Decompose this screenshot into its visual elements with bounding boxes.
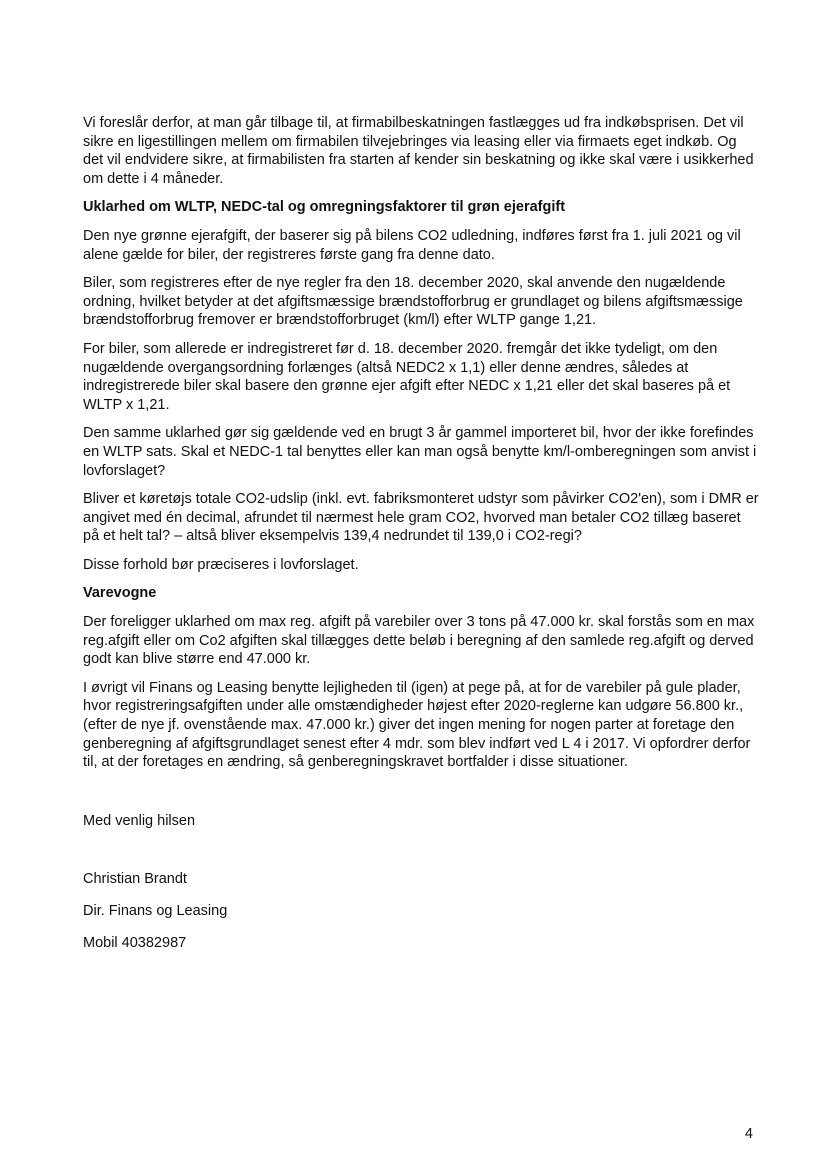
signer-phone: Mobil 40382987 [83,934,187,951]
signer-title: Dir. Finans og Leasing [83,903,228,919]
letter-body [83,114,759,965]
closing-phrase: Med venlig hilsen [83,812,196,829]
page-number: 4 [744,1126,753,1142]
signature-block [83,812,759,952]
paragraph: I øvrigt vil Finans og Leasing benytte lejligheden til (igen) at pege på, at for de varebiler på gule plader, hvor registreringsafgiften under alle omstændigheder højest efter 2020-reglerne kan udgøre 56.800 kr., (efter de nye jf. ovenstående max. 47.000 kr.) giver det ingen mening for nogen parter at foretage den genberegning af afgiftsgrundlaget senest efter 4 mdr. som blev indført ved L 4 i 2017. Vi opfordrer derfor til, at der foretages en ændring, så genberegningskravet bortfalder i disse situationer. [83,679,751,771]
paragraph: Den samme uklarhed gør sig gældende ved en brugt 3 år gammel importeret bil, hvor der ikke forefindes en WLTP sats. Skal et NEDC-1 tal benyttes eller kan man også benytte km/l-omberegningen som anvist i lovforslaget? [83,425,757,479]
paragraph: Disse forhold bør præciseres i lovforslaget. [83,556,359,573]
paragraph: For biler, som allerede er indregistreret før d. 18. december 2020. fremgår det ikke tydeligt, om den nugældende overgangsordning forlænges (altså NEDC2 x 1,1) eller denne ændres, således at indregistrerede biler skal basere den grønne ejer afgift efter NEDC x 1,21 eller det skal baseres på et WLTP x 1,21. [83,340,731,413]
paragraph-intro: Vi foreslår derfor, at man går tilbage til, at firmabilbeskatningen fastlægges ud fra indkøbsprisen. Det vil sikre en ligestillingen mellem om firmabilen tilvejebringes via leasing eller via firmaets eget indkøb. Og det vil endvidere sikre, at firmabilisten fra starten af kender sin beskatning og ikke skal være i usikkerhed om dette i 4 måneder. [83,115,754,187]
paragraph: Der foreligger uklarhed om max reg. afgift på varebiler over 3 tons på 47.000 kr. skal forstås som en max reg.afgift eller om Co2 afgiften skal tillægges dette beløb i beregning af den samlede reg.afgift og derved godt kan blive større end 47.000 kr. [83,614,755,668]
paragraph: Den nye grønne ejerafgift, der baserer sig på bilens CO2 udledning, indføres først fra 1. juli 2021 og vil alene gælde for biler, der registreres første gang fra denne dato. [83,227,741,263]
signer-name: Christian Brandt [83,871,187,888]
paragraph: Biler, som registreres efter de nye regler fra den 18. december 2020, skal anvende den nugældende ordning, hvilket betyder at det afgiftsmæssige brændstofforbrug er grundlaget og bilens afgiftsmæssige brændstofforbrug fremover er brændstofforbruget (km/l) efter WLTP gange 1,21. [83,275,743,329]
section-heading-wltp: Uklarhed om WLTP, NEDC-tal og omregningsfaktorer til grøn ejerafgift [83,199,566,216]
paragraph: Bliver et køretøjs totale CO2-udslip (inkl. evt. fabriksmonteret udstyr som påvirker CO2'en), som i DMR er angivet med én decimal, afrundet til nærmest hele gram CO2, hvorved man betaler CO2 tillæg baseret på et helt tal? – altså bliver eksempelvis 139,4 nedrundet til 139,0 i CO2-regi? [83,491,759,545]
section-heading-varevogne: Varevogne [83,585,157,602]
